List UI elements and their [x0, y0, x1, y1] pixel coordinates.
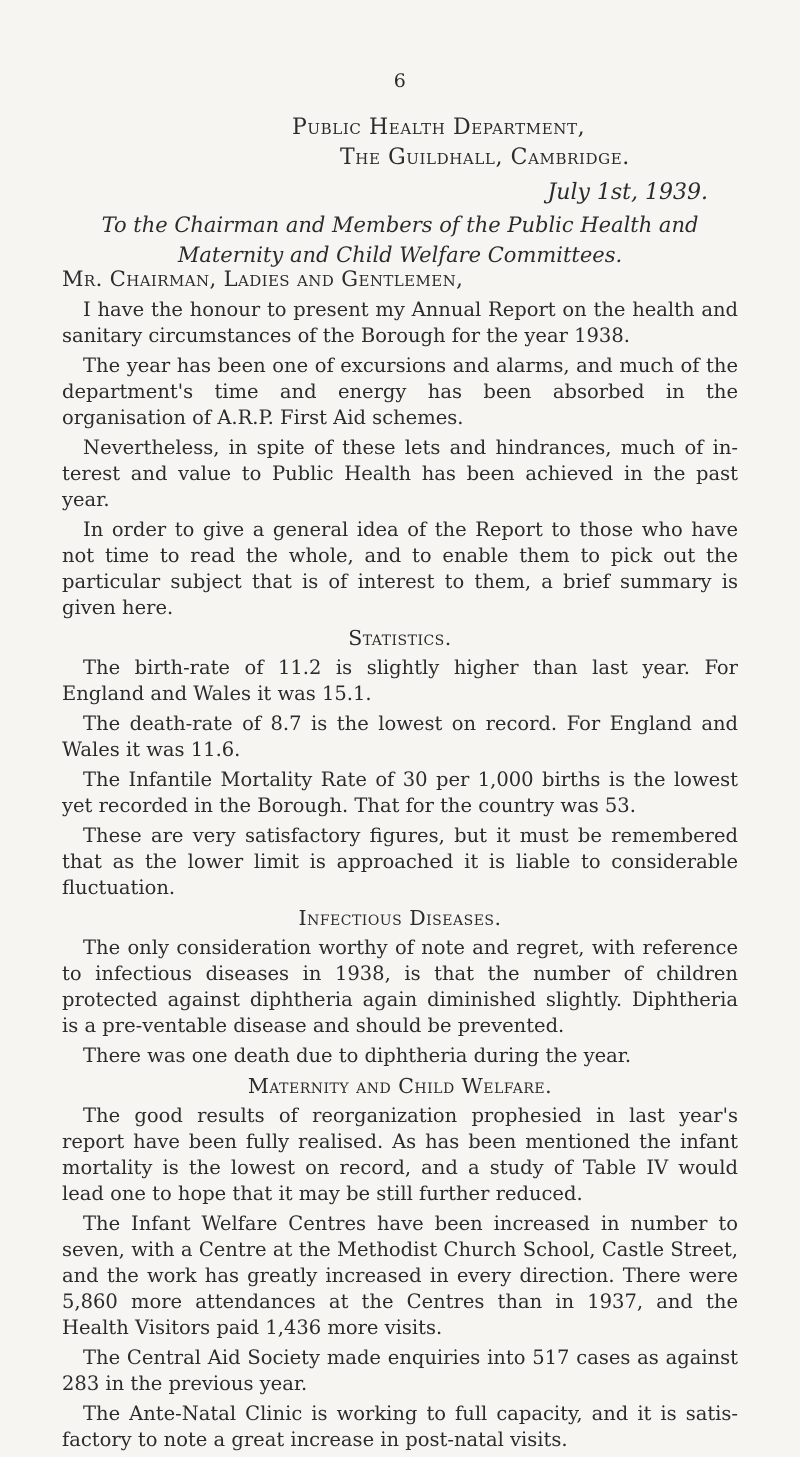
addressee: To the Chairman and Members of the Public Health and Maternity and Child Welfare Committees. — [101, 213, 699, 267]
statistics-paragraph: The death-rate of 8.7 is the lowest on record. For England and Wales it was 11.6. — [62, 712, 738, 761]
maternity-paragraph: The Infant Welfare Centres have been increased in number to seven, with a Centre at the Methodist Church School, Castle Street, and the work has greatly increased in every direction. There were 5,860 more attendances at the Centres than in 1937, and the Health Visitors paid 1,436 more visits. — [62, 1212, 738, 1339]
maternity-paragraph: The good results of reorganization prophesied in last year's report have been fully realised. As has been mentioned the infant mortality is the lowest on record, and a study of Table IV would lead one to hope that it may be still further reduced. — [62, 1104, 738, 1205]
address-line-guildhall: The Guildhall, Cambridge. — [340, 145, 630, 170]
statistics-paragraph: The birth-rate of 11.2 is slightly higher than last year. For England and Wales it was 15.1. — [62, 656, 738, 705]
infectious-paragraph: There was one death due to diphtheria during the year. — [83, 1044, 632, 1067]
infectious-paragraph: The only consideration worthy of note and regret, with reference to infectious diseases in 1938, is that the number of children protected against diphtheria again diminished slightly. Diphtheria is a pre-ventable disease and should be prevented. — [62, 936, 738, 1037]
page-number: 6 — [393, 70, 407, 92]
intro-paragraph: Nevertheless, in spite of these lets and hindrances, much of in-terest and value to Public Health has been achieved in the past year. — [62, 436, 738, 511]
intro-paragraph: In order to give a general idea of the Report to those who have not time to read the whole, and to enable them to pick out the particular subject that is of interest to them, a brief summary is given here. — [62, 518, 738, 619]
salutation: Mr. Chairman, Ladies and Gentlemen, — [62, 267, 464, 291]
address-line-department: Public Health Department, — [292, 115, 586, 140]
intro-paragraph: The year has been one of excursions and alarms, and much of the department's time and energy has been absorbed in the organisation of A.R.P. First Aid schemes. — [62, 354, 738, 429]
statistics-paragraph: These are very satisfactory figures, but it must be remembered that as the lower limit is approached it is liable to considerable fluctuation. — [62, 824, 738, 899]
maternity-paragraph: The Ante-Natal Clinic is working to full capacity, and it is satis-factory to note a great increase in post-natal visits. — [62, 1402, 738, 1451]
maternity-paragraph: The Central Aid Society made enquiries into 517 cases as against 283 in the previous year. — [62, 1346, 738, 1395]
letter-date: July 1st, 1939. — [547, 180, 708, 205]
report-body — [62, 297, 738, 1457]
section-heading-infectious-diseases: Infectious Diseases. — [298, 906, 502, 930]
section-heading-statistics: Statistics. — [348, 626, 452, 650]
statistics-paragraph: The Infantile Mortality Rate of 30 per 1,000 births is the lowest yet recorded in the Borough. That for the country was 53. — [62, 768, 738, 817]
section-heading-maternity-child-welfare: Maternity and Child Welfare. — [247, 1074, 553, 1098]
intro-paragraph: I have the honour to present my Annual Report on the health and sanitary circumstances of the Borough for the year 1938. — [62, 298, 738, 347]
